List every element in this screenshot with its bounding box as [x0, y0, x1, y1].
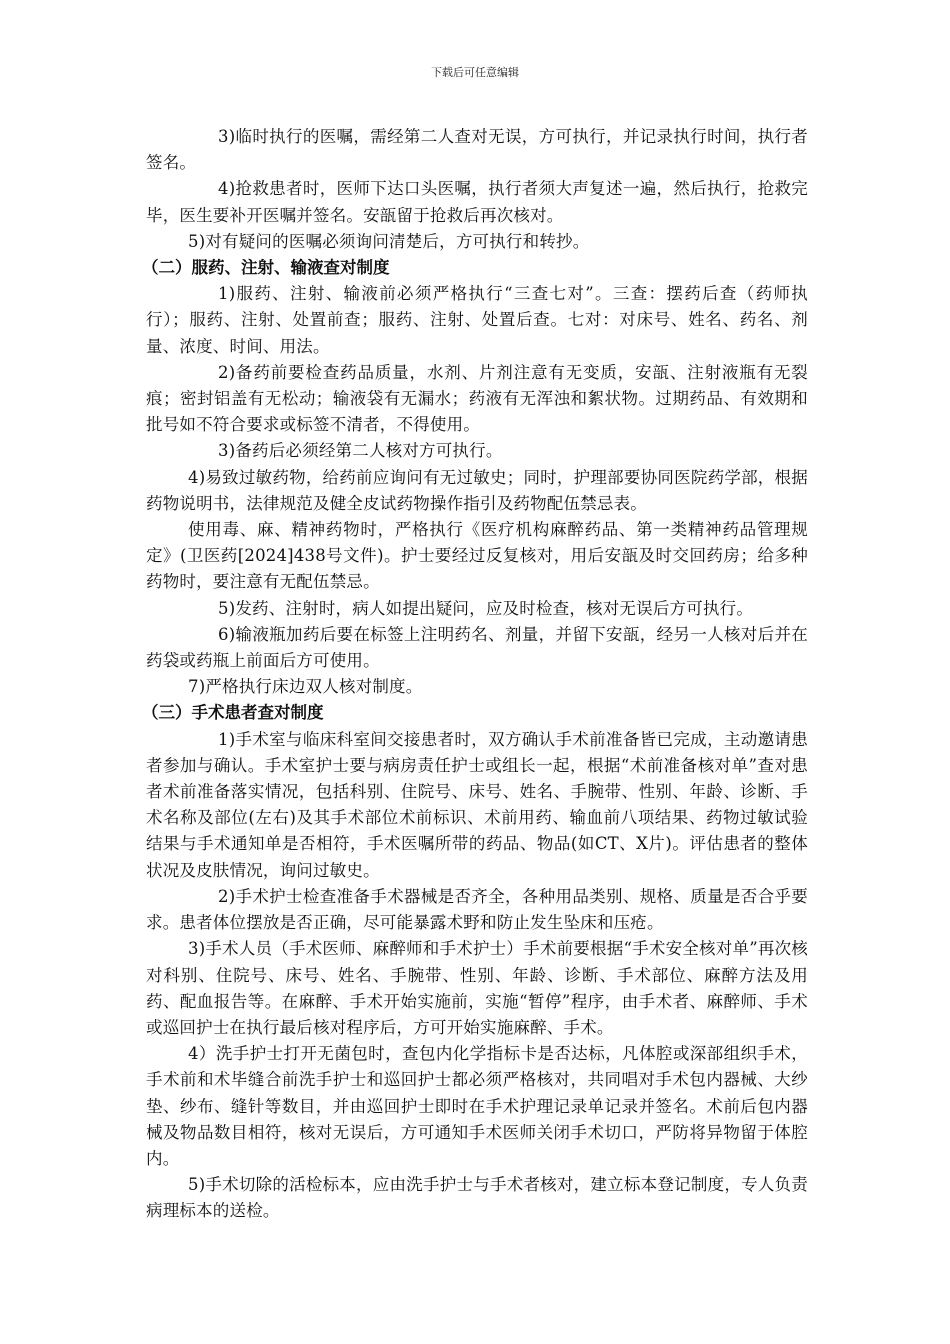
paragraph: 7)严格执行床边双人核对制度。 [188, 677, 423, 697]
paragraph: 4)易致过敏药物，给药前应询问有无过敏史；同时，护理部要协同医院药学部，根据药物说明书，法律规范及健全皮试药物操作指引及药物配伍禁忌表。 [146, 467, 808, 513]
document-body [142, 124, 808, 1225]
paragraph: 4）洗手护士打开无菌包时，查包内化学指标卡是否达标，凡体腔或深部组织手术，手术前和术毕缝合前洗手护士和巡回护士都必须严格核对，共同唱对手术包内器械、大纱垫、纱布、缝针等数目，并由巡回护士即时在手术护理记录单记录并签名。术前后包内器械及物品数目相符，核对无误后，方可通知手术医师关闭手术切口，严防将异物留于体腔内。 [146, 1044, 808, 1168]
paragraph: 使用毒、麻、精神药物时，严格执行《医疗机构麻醉药品、第一类精神药品管理规定》(卫医药[2024]438号文件)。护士要经过反复核对，用后安瓿及时交回药房；给多种药物时，要注意有无配伍禁忌。 [146, 520, 808, 592]
paragraph: 3)备药后必须经第二人核对方可执行。 [218, 441, 503, 461]
section-heading: （二）服药、注射、输液查对制度 [142, 258, 390, 278]
paragraph: 5)发药、注射时，病人如提出疑问，应及时检查，核对无误后方可执行。 [218, 598, 754, 618]
section-heading: （三）手术患者查对制度 [142, 703, 324, 723]
paragraph: 5)对有疑问的医嘱必须询问清楚后，方可执行和转抄。 [188, 231, 590, 251]
paragraph: 6)输液瓶加药后要在标签上注明药名、剂量，并留下安瓿，经另一人核对后并在药袋或药瓶上前面后方可使用。 [146, 624, 808, 671]
page-header: 下载后可任意编辑 [431, 66, 519, 79]
paragraph: 3)手术人员（手术医师、麻醉师和手术护士）手术前要根据“手术安全核对单”再次核对科别、住院号、床号、姓名、手腕带、性别、年龄、诊断、手术部位、麻醉方法及用药、配血报告等。在麻醉、手术开始实施前，实施“暂停”程序，由手术者、麻醉师、手术或巡回护士在执行最后核对程序后，方可开始实施麻醉、手术。 [146, 939, 808, 1037]
paragraph: 1)手术室与临床科室间交接患者时，双方确认手术前准备皆已完成，主动邀请患者参加与确认。手术室护士要与病房责任护士或组长一起，根据“术前准备核对单”查对患者术前准备落实情况，包括科别、住院号、床号、姓名、手腕带、性别、年龄、诊断、手术名称及部位(左右)及其手术部位术前标识、术前用药、输血前八项结果、药物过敏试验结果与手术通知单是否相符，手术医嘱所带的药品、物品(如CT、X片)。评估患者的整体状况及皮肤情况，询问过敏史。 [146, 729, 808, 880]
paragraph: 2)手术护士检查准备手术器械是否齐全，各种用品类别、规格、质量是否合乎要求。患者体位摆放是否正确，尽可能暴露术野和防止发生坠床和压疮。 [146, 886, 808, 933]
paragraph: 4)抢救患者时，医师下达口头医嘱，执行者须大声复述一遍，然后执行，抢救完毕，医生要补开医嘱并签名。安瓿留于抢救后再次核对。 [146, 179, 808, 225]
paragraph: 5)手术切除的活检标本，应由洗手护士与手术者核对，建立标本登记制度，专人负责病理标本的送检。 [146, 1175, 808, 1221]
paragraph: 3)临时执行的医嘱，需经第二人查对无误，方可执行，并记录执行时间，执行者签名。 [146, 127, 808, 173]
paragraph: 1)服药、注射、输液前必须严格执行“三查七对”。三查：摆药后查（药师执行）；服药、注射、处置前查；服药、注射、处置后查。七对：对床号、姓名、药名、剂量、浓度、时间、用法。 [146, 284, 808, 356]
paragraph: 2)备药前要检查药品质量，水剂、片剂注意有无变质，安瓿、注射液瓶有无裂痕；密封铝盖有无松动；输液袋有无漏水；药液有无浑浊和絮状物。过期药品、有效期和批号如不符合要求或标签不清者，不得使用。 [146, 362, 808, 435]
